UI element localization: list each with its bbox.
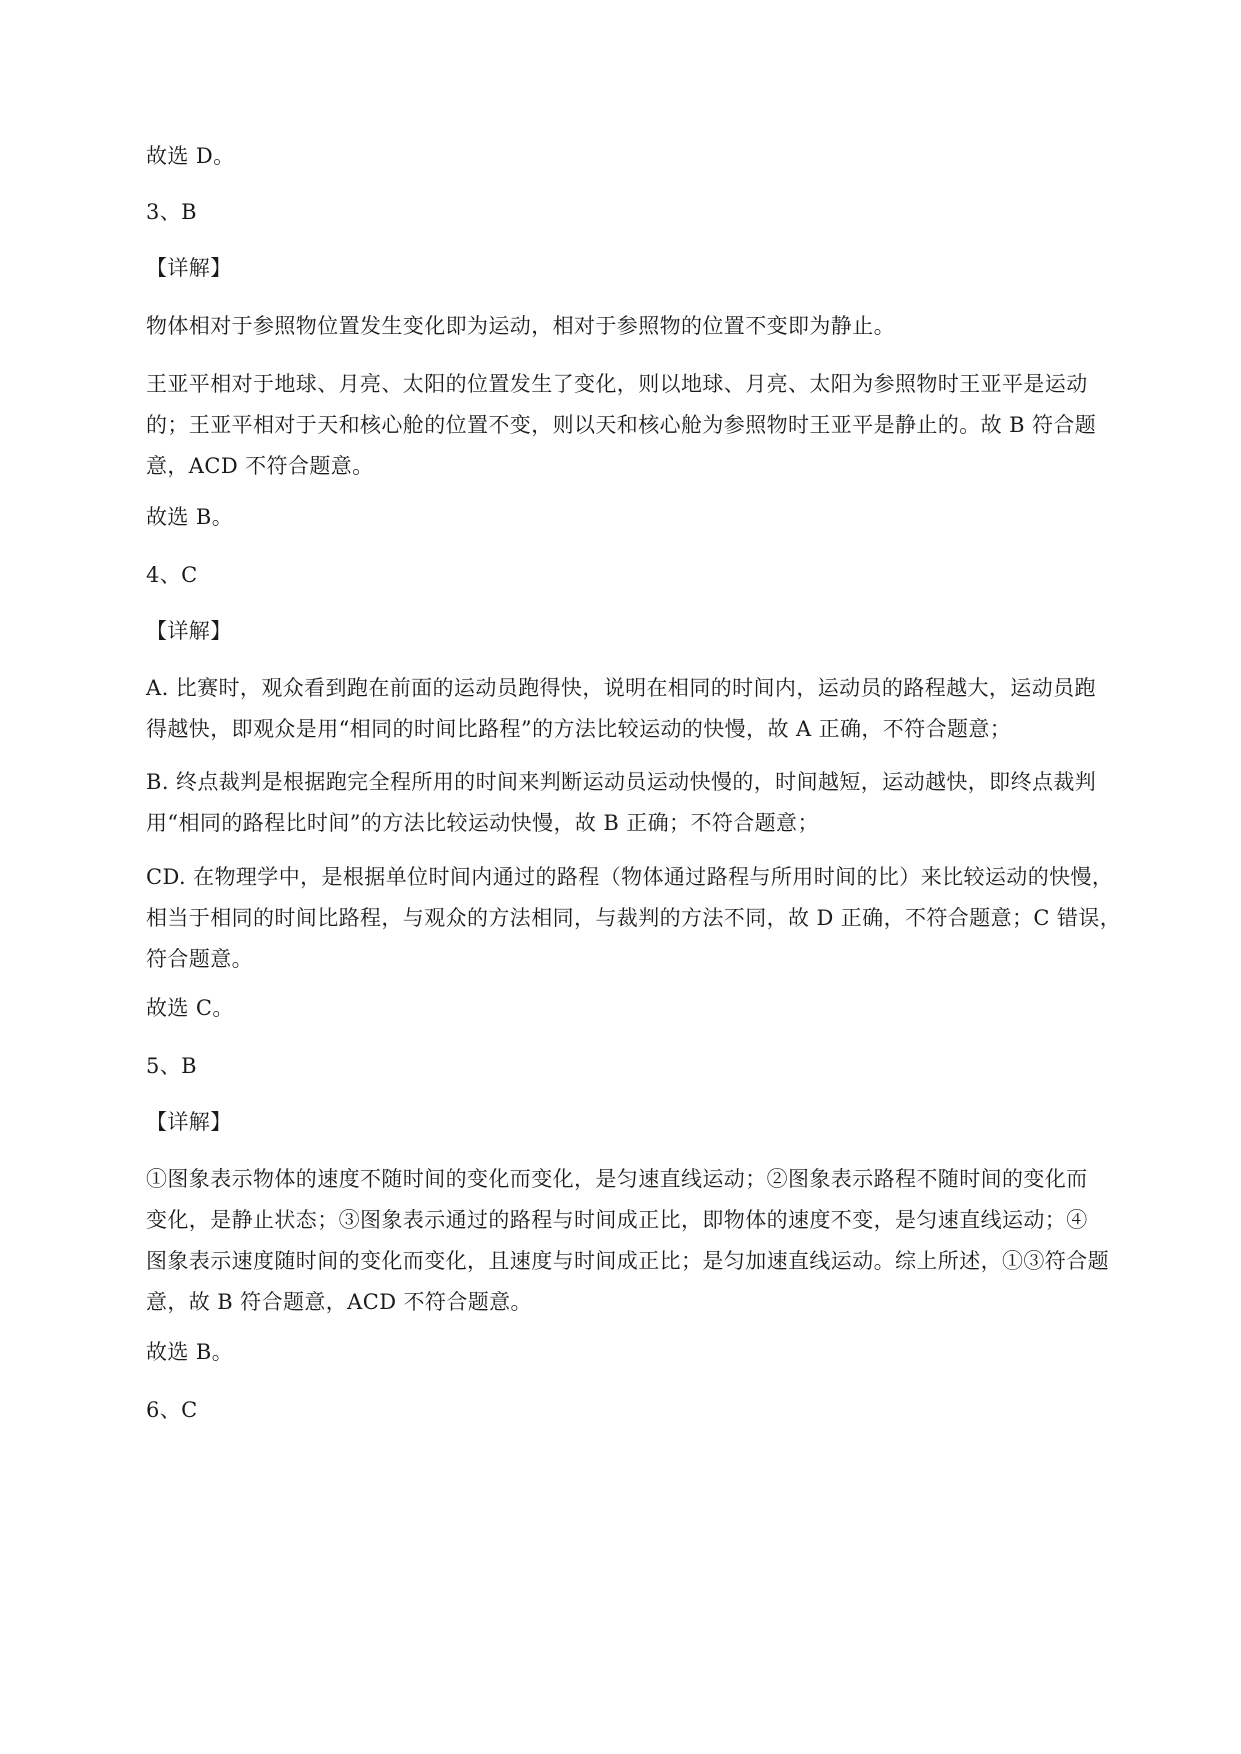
answer-conclusion-5: 故选 B。 <box>146 1340 234 1364</box>
paragraph-line: B. 终点裁判是根据跑完全程所用的时间来判断运动员运动快慢的，时间越短，运动越快，即终点裁判 <box>146 770 1097 794</box>
question-6-answer: 6、C <box>146 1398 198 1422</box>
paragraph-line: 变化，是静止状态；③图象表示通过的路程与时间成正比，即物体的速度不变，是匀速直线运动；④ <box>146 1208 1088 1232</box>
paragraph-line: 意，ACD 不符合题意。 <box>146 454 374 478</box>
detail-paragraph-3a: 物体相对于参照物位置发生变化即为运动，相对于参照物的位置不变即为静止。 <box>146 314 895 338</box>
detail-heading-4: 【详解】 <box>146 619 232 643</box>
question-3-answer: 3、B <box>146 200 197 224</box>
detail-heading-3: 【详解】 <box>146 256 232 280</box>
detail-paragraph-5 <box>146 1159 1156 1323</box>
detail-paragraph-4a <box>146 668 1156 750</box>
paragraph-line: 用“相同的路程比时间”的方法比较运动快慢，故 B 正确；不符合题意； <box>146 811 819 835</box>
paragraph-line: CD. 在物理学中，是根据单位时间内通过的路程（物体通过路程与所用时间的比）来比较运动的快慢， <box>146 865 1114 889</box>
detail-paragraph-4c <box>146 857 1156 980</box>
paragraph-line: 相当于相同的时间比路程，与观众的方法相同，与裁判的方法不同，故 D 正确，不符合题意；C 错误， <box>146 906 1122 930</box>
paragraph-line: 符合题意。 <box>146 947 253 971</box>
paragraph-line: 得越快，即观众是用“相同的时间比路程”的方法比较运动的快慢，故 A 正确，不符合题意； <box>146 717 1012 741</box>
paragraph-line: 图象表示速度随时间的变化而变化，且速度与时间成正比；是匀加速直线运动。综上所述，①③符合题 <box>146 1249 1109 1273</box>
question-4-answer: 4、C <box>146 563 198 587</box>
question-5-answer: 5、B <box>146 1054 197 1078</box>
paragraph-line: 的；王亚平相对于天和核心舱的位置不变，则以天和核心舱为参照物时王亚平是静止的。故 B 符合题 <box>146 413 1097 437</box>
answer-conclusion-4: 故选 C。 <box>146 996 234 1020</box>
answer-conclusion-2: 故选 D。 <box>146 144 235 168</box>
paragraph-line: A. 比赛时，观众看到跑在前面的运动员跑得快，说明在相同的时间内，运动员的路程越大，运动员跑 <box>146 676 1096 700</box>
paragraph-line: ①图象表示物体的速度不随时间的变化而变化，是匀速直线运动；②图象表示路程不随时间的变化而 <box>146 1167 1088 1191</box>
detail-paragraph-3b <box>146 364 1156 487</box>
paragraph-line: 意，故 B 符合题意，ACD 不符合题意。 <box>146 1290 532 1314</box>
detail-paragraph-4b <box>146 762 1156 844</box>
detail-heading-5: 【详解】 <box>146 1110 232 1134</box>
answer-conclusion-3: 故选 B。 <box>146 505 234 529</box>
paragraph-line: 王亚平相对于地球、月亮、太阳的位置发生了变化，则以地球、月亮、太阳为参照物时王亚平是运动 <box>146 372 1088 396</box>
